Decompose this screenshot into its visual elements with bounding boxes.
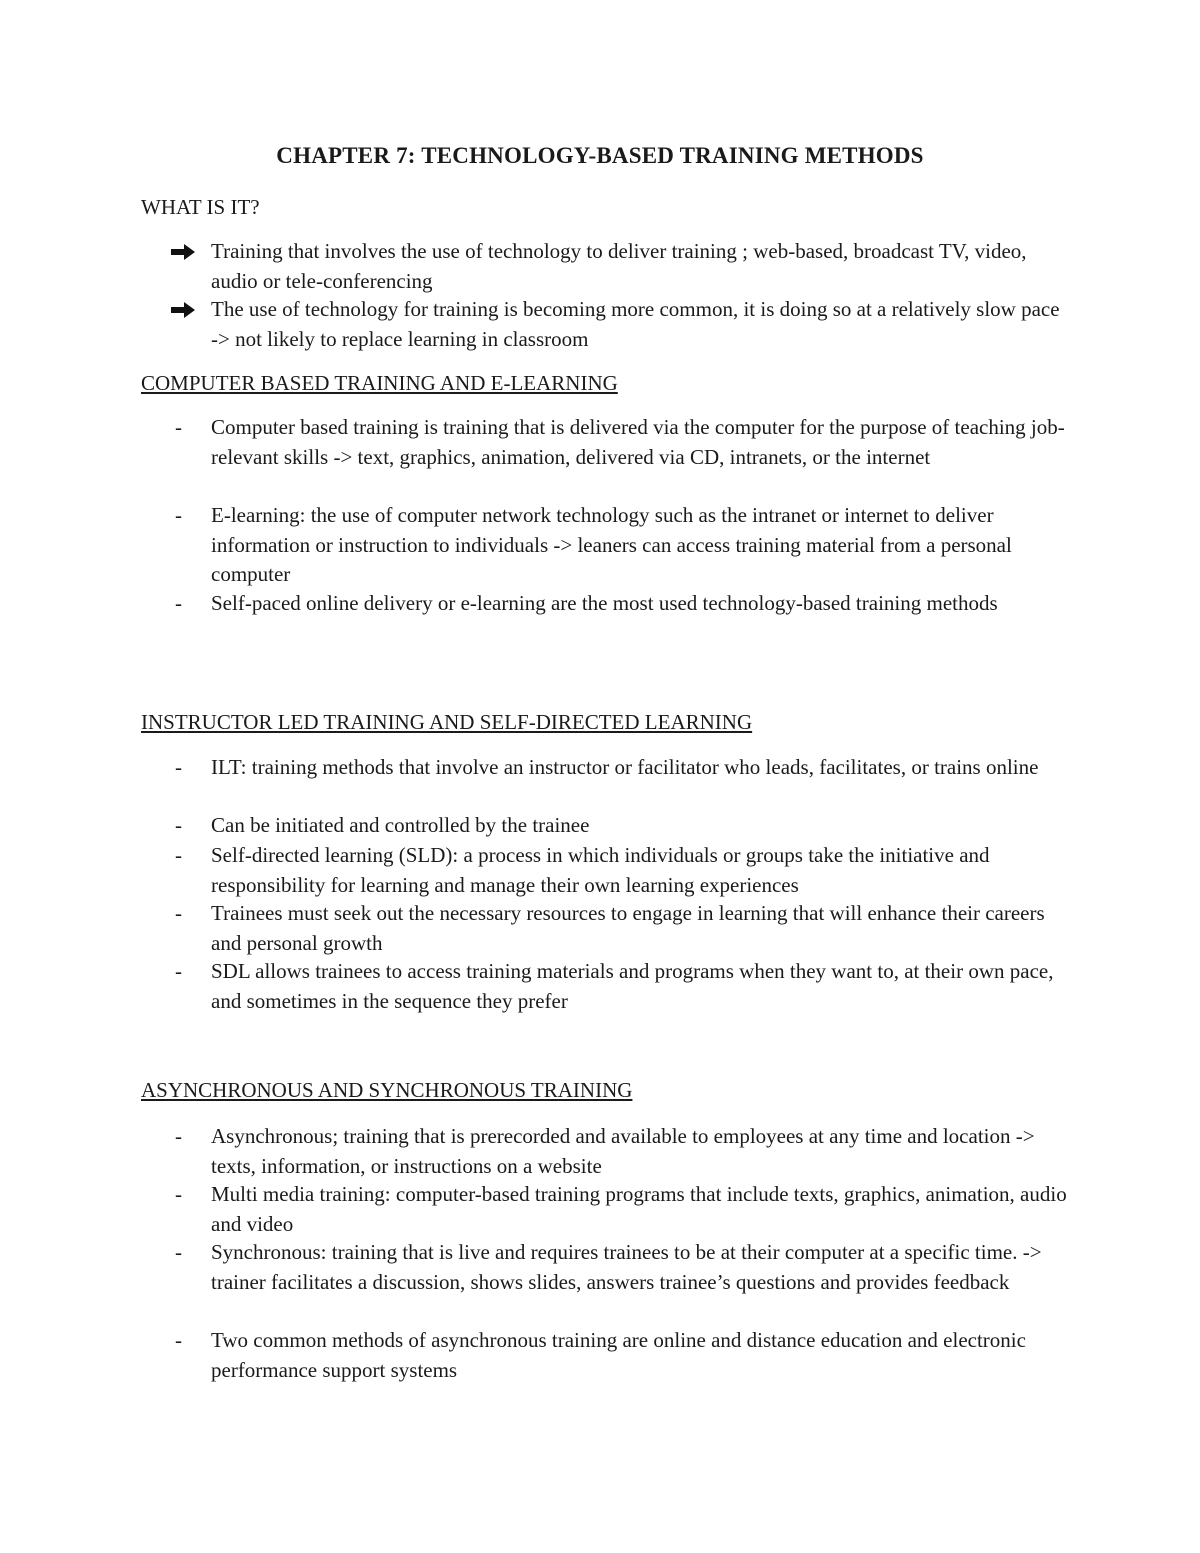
section-heading: INSTRUCTOR LED TRAINING AND SELF-DIRECTED LEARNING	[141, 710, 753, 734]
list-item-text: SDL allows trainees to access training materials and programs when they want to, at their own pace, and sometimes in the sequence they prefer	[211, 959, 1054, 1013]
list-item	[141, 1180, 1071, 1239]
list-item-text: Training that involves the use of technology to deliver training ; web-based, broadcast TV, video, audio or tele-conferencing	[211, 239, 1027, 293]
list-item	[141, 841, 1071, 900]
list-item-text: Self-directed learning (SLD): a process in which individuals or groups take the initiative and responsibility for learning and manage their own learning experiences	[211, 843, 990, 897]
bullet-marker: -	[175, 591, 182, 615]
list-item-text: Self-paced online delivery or e-learning are the most used technology-based training methods	[211, 591, 998, 615]
bullet-marker: -	[175, 503, 182, 527]
list-item	[141, 1326, 1071, 1385]
list-item	[141, 501, 1071, 590]
list-item-text: Can be initiated and controlled by the trainee	[211, 813, 590, 837]
list-item-text: The use of technology for training is becoming more common, it is doing so at a relatively slow pace -> not likely to replace learning in classroom	[211, 297, 1060, 351]
bullet-marker: -	[175, 901, 182, 925]
section-heading: COMPUTER BASED TRAINING AND E-LEARNING	[141, 371, 618, 395]
list-item	[141, 957, 1071, 1016]
bullet-marker: -	[175, 843, 182, 867]
right-arrow-icon	[171, 295, 197, 325]
list-item	[141, 899, 1071, 958]
list-item-text: Trainees must seek out the necessary resources to engage in learning that will enhance their careers and personal growth	[211, 901, 1045, 955]
list-item-text: ILT: training methods that involve an instructor or facilitator who leads, facilitates, or trains online	[211, 755, 1039, 779]
right-arrow-icon	[171, 237, 197, 267]
list-item	[141, 1238, 1071, 1297]
bullet-marker: -	[175, 1124, 182, 1148]
list-item	[141, 1122, 1071, 1181]
bullet-marker: -	[175, 415, 182, 439]
list-item	[141, 413, 1071, 472]
what-is-it-heading: WHAT IS IT?	[141, 195, 260, 219]
list-item-text: Multi media training: computer-based training programs that include texts, graphics, animation, audio and video	[211, 1182, 1067, 1236]
bullet-marker: -	[175, 755, 182, 779]
section-heading: ASYNCHRONOUS AND SYNCHRONOUS TRAINING	[141, 1078, 633, 1102]
bullet-marker: -	[175, 1328, 182, 1352]
list-item	[141, 811, 1071, 841]
list-item-text: Computer based training is training that is delivered via the computer for the purpose of teaching job-relevant skills -> text, graphics, animation, delivered via CD, intranets, or the internet	[211, 415, 1065, 469]
bullet-marker: -	[175, 1240, 182, 1264]
bullet-marker: -	[175, 1182, 182, 1206]
list-item	[141, 589, 1071, 619]
page-title: CHAPTER 7: TECHNOLOGY-BASED TRAINING METHODS	[276, 143, 924, 168]
bullet-marker: -	[175, 813, 182, 837]
list-item-text: Asynchronous; training that is prerecorded and available to employees at any time and location -> texts, information, or instructions on a website	[211, 1124, 1035, 1178]
list-item-text: Two common methods of asynchronous training are online and distance education and electronic performance support systems	[211, 1328, 1026, 1382]
list-item-text: E-learning: the use of computer network technology such as the intranet or internet to deliver information or instruction to individuals -> leaners can access training material from a personal computer	[211, 503, 1012, 586]
list-item	[141, 295, 1071, 354]
bullet-marker: -	[175, 959, 182, 983]
list-item	[141, 237, 1071, 296]
list-item-text: Synchronous: training that is live and requires trainees to be at their computer at a specific time. -> trainer facilitates a discussion, shows slides, answers trainee’s questions and provides feedback	[211, 1240, 1042, 1294]
list-item	[141, 753, 1071, 783]
